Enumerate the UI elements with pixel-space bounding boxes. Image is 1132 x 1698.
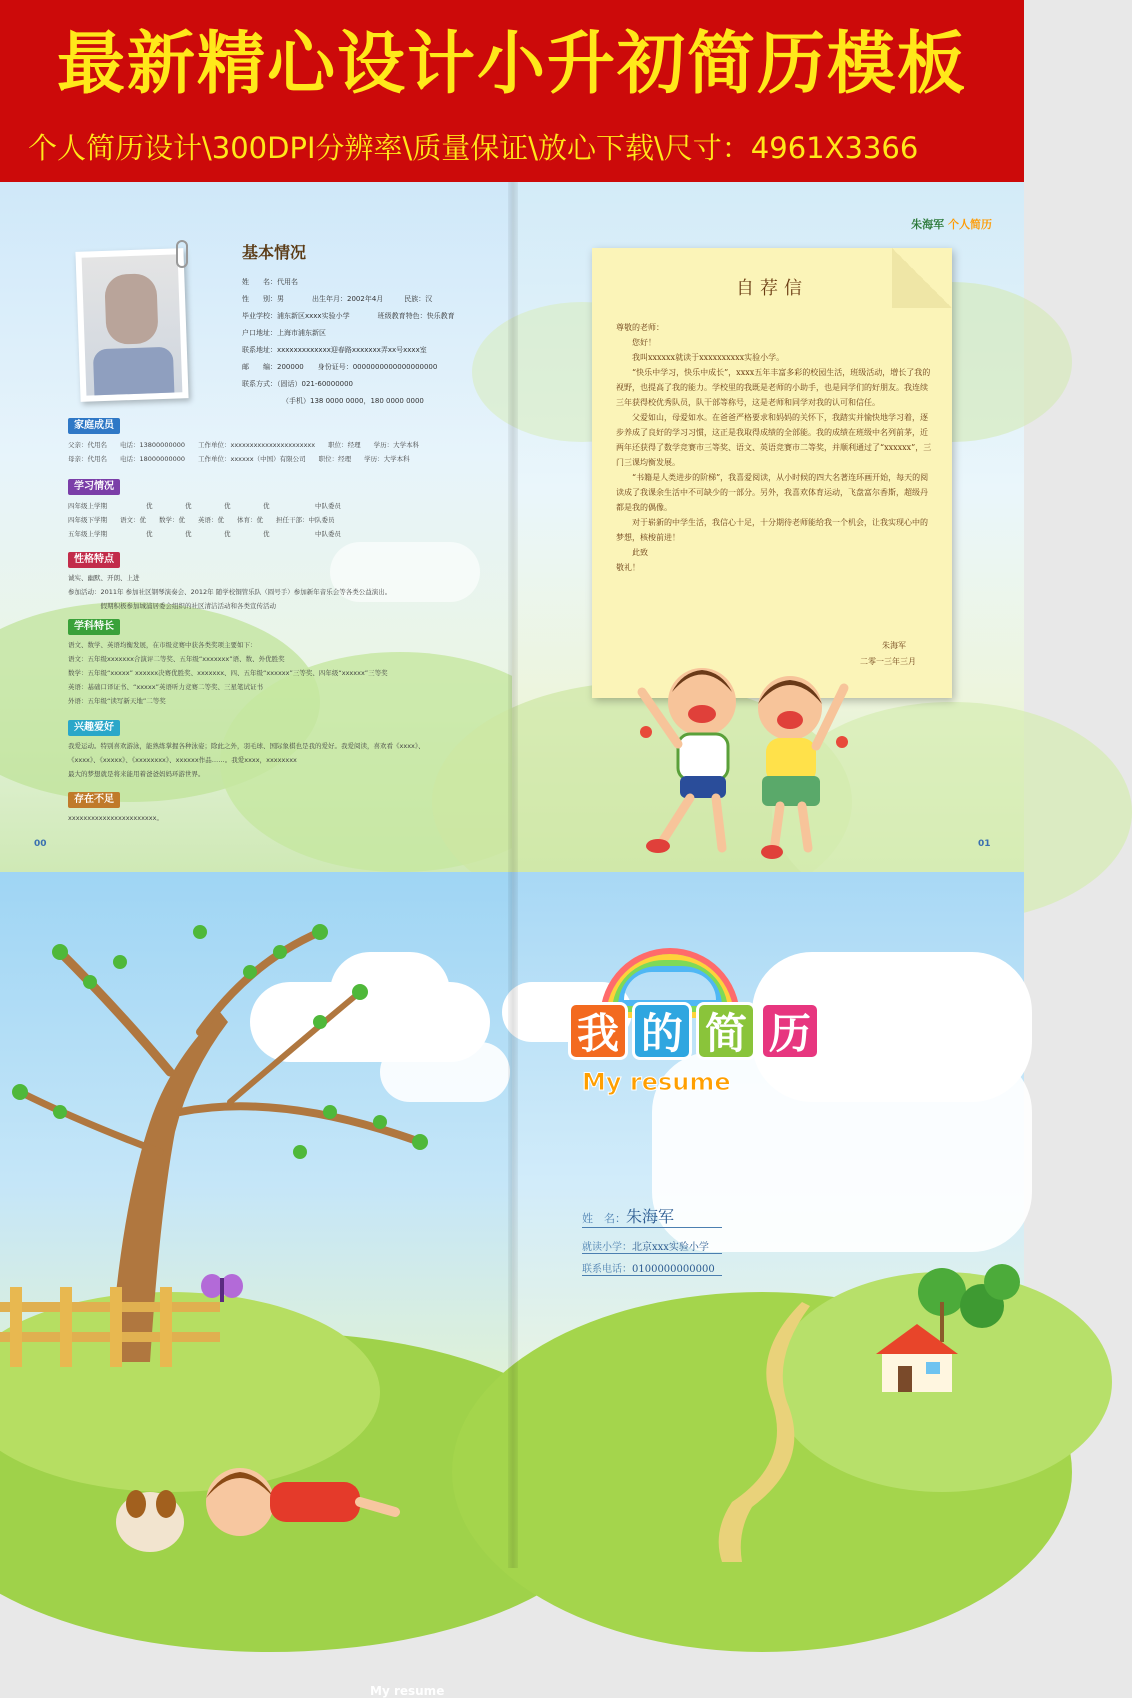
study-line: 五年级上学期 优 优 优 优 中队委员 [68, 530, 341, 538]
school-value: 北京xxx实验小学 [632, 1242, 709, 1253]
letter-paragraph: 我叫xxxxxx就读于xxxxxxxxxx实验小学。 [616, 353, 785, 362]
house-trees-illustration [852, 1262, 1022, 1412]
basic-row: 毕业学校：浦东新区xxxx实验小学 班级教育特色：快乐教育 [242, 312, 455, 320]
letter-date: 二零一三年三月 [860, 657, 916, 666]
phone-value: 0100000000000 [632, 1264, 715, 1275]
phone-label: 联系电话： [582, 1264, 632, 1275]
brand-logo [911, 216, 992, 232]
shortcoming-badge: 存在不足 [68, 792, 120, 808]
name-value: 朱海军 [626, 1207, 675, 1226]
basic-row: 户口地址：上海市浦东新区 [242, 329, 326, 337]
banner-subtitle: 个人简历设计\300DPI分辨率\质量保证\放心下载\尺寸：4961X3366 [28, 131, 919, 165]
cover-title [568, 1002, 820, 1060]
family-badge: 家庭成员 [68, 418, 120, 434]
letter-paragraph: 此致 [616, 548, 648, 557]
basic-row: 邮 编：200000 身份证号：0000000000000000000 [242, 363, 438, 371]
subjects-line: 语文：五年级xxxxxxx合演评二等奖、五年级“xxxxxxx”语、数、外优胜奖 [68, 655, 285, 663]
shortcoming-line: xxxxxxxxxxxxxxxxxxxxxxx。 [68, 814, 163, 822]
study-line: 四年级下学期 语文：优 数学：优 英语：优 体育：优 担任干部：中队委员 [68, 516, 335, 524]
subjects-line: 数学：五年级“xxxxx” xxxxxx决赛优胜奖、xxxxxxx、四、五年级“xxxxxx”三等奖、四年级“xxxxxx”三等奖 [68, 669, 388, 677]
hobby-badge: 兴趣爱好 [68, 720, 120, 736]
character-line: 诚实、幽默、开朗、上进 [68, 574, 140, 582]
title-tile: 的 [632, 1002, 692, 1060]
phone-field [582, 1260, 722, 1276]
school-label: 就读小学： [582, 1242, 632, 1253]
family-line: 父亲：代用名 电话：13800000000 工作单位：xxxxxxxxxxxxxxxxxxxxxx 职位：经理 学历：大学本科 [68, 441, 420, 449]
letter-paragraph: 对于崭新的中学生活，我信心十足，十分期待老师能给我一个机会，让我实现心中的梦想，核梭前进！ [616, 518, 928, 542]
letter-title: 自荐信 [736, 278, 808, 299]
basic-row: 联系方式：（固话）021-60000000 [242, 380, 354, 388]
resume-details-page [0, 182, 512, 872]
hobby-line: 最大的梦想就是将来能用着爸爸妈妈环游世界。 [68, 770, 205, 778]
basic-info-title: 基本情况 [242, 243, 307, 262]
title-tile: 历 [760, 1002, 820, 1060]
basic-row: 姓 名：代用名 [242, 278, 298, 286]
title-tile: 我 [568, 1002, 628, 1060]
my-resume-tag: My resume [370, 1684, 445, 1698]
sleeping-child-illustration [110, 1452, 410, 1562]
letter-paragraph: “快乐中学习，快乐中成长”，xxxx五年丰富多彩的校园生活，班级活动，增长了我的视野，也提高了我的能力。学校里的我既是老师的小助手，也是同学们的好朋友。我连续三年获得校优秀队员，队干部等称号，这是老师和同学对我的认可和信任。 [616, 368, 931, 407]
subjects-badge: 学科特长 [68, 619, 120, 635]
kids-illustration [632, 652, 862, 872]
study-badge: 学习情况 [68, 479, 120, 495]
page-fold [508, 182, 518, 1568]
promo-banner [0, 0, 1024, 182]
wooden-fence [0, 1282, 220, 1372]
basic-row: （手机）138 0000 0000，180 0000 0000 [282, 397, 424, 405]
hobby-line: 我爱运动。特别喜欢游泳，能熟练掌握各种泳姿；除此之外，羽毛球、国际象棋也是我的爱好。我爱阅读，喜欢看《xxxx》、 [68, 742, 425, 750]
character-line: 假期积极参加城浦居委会组织的社区清洁活动和各类宣传活动 [68, 602, 276, 610]
subjects-line: 英语：基础口译证书、“xxxxx”英语听力竞赛二等奖、三星笔试证书 [68, 683, 263, 691]
school-field [582, 1238, 722, 1254]
character-line: 参加活动：2011年 参加社区钢琴演奏会、2012年 随学校铜管乐队（圆号手）参加新年音乐会等各类公益演出。 [68, 588, 392, 596]
name-field [582, 1204, 722, 1228]
study-line: 四年级上学期 优 优 优 优 中队委员 [68, 502, 341, 510]
brand-name: 朱海军 [911, 218, 945, 231]
letter-signature: 朱海军 [882, 641, 906, 650]
name-label: 姓 名： [582, 1212, 626, 1225]
basic-row: 联系地址：xxxxxxxxxxxxx迎春路xxxxxxx弄xx号xxxx室 [242, 346, 427, 354]
page-number-left: 00 [34, 839, 47, 849]
basic-row: 性 别：男 出生年月：2002年4月 民族：汉 [242, 295, 433, 303]
letter-body [616, 320, 932, 575]
paperclip-icon [176, 240, 188, 268]
hobby-line: 《xxxx》、《xxxxx》、《xxxxxxxx》、xxxxxx作品……。我爱xxxx，xxxxxxxx [68, 756, 297, 764]
brand-tag: 个人简历 [948, 218, 992, 231]
subjects-line: 外语：五年级“读写新天地”二等奖 [68, 697, 166, 705]
letter-paragraph: 您好！ [616, 338, 656, 347]
letter-paragraph: 尊敬的老师： [616, 323, 664, 332]
letter-page [512, 182, 1024, 872]
page-number-right: 01 [978, 839, 991, 849]
profile-photo [75, 248, 188, 402]
subjects-line: 语文、数学、英语均衡发展，在市级竞赛中获各类奖项主要如下： [68, 641, 257, 649]
back-cover-page [0, 872, 512, 1698]
character-badge: 性格特点 [68, 552, 120, 568]
cover-subtitle: My resume [582, 1068, 731, 1096]
title-tile: 简 [696, 1002, 756, 1060]
letter-paragraph: 父爱如山，母爱如水。在爸爸严格要求和妈妈的关怀下，我踏实并愉快地学习着，逐步养成了良好的学习习惯，这正是我取得成绩的全部能。我的成绩在班级中名列前茅，近两年还获得了数学竞赛市三等奖、语文、英语竞赛市二等奖，并顺利通过了“xxxxxx”，三门三课均衡发展。 [616, 413, 932, 467]
banner-title: 最新精心设计小升初简历模板 [56, 25, 967, 104]
path-illustration [692, 1302, 812, 1562]
family-line: 母亲：代用名 电话：18000000000 工作单位：xxxxxx（中国）有限公司 职位：经理 学历：大学本科 [68, 455, 410, 463]
letter-paragraph: 敬礼！ [616, 563, 640, 572]
letter-paragraph: “书籍是人类进步的阶梯”，我喜爱阅读，从小时候的四大名著连环画开始，每天的阅读成了我课余生活中不可缺少的一部分。另外，我喜欢体育运动，飞盘富尔香斯，超级丹都是我的偶像。 [616, 473, 929, 512]
recommendation-letter [592, 248, 952, 698]
butterfly-icon [200, 1272, 244, 1308]
front-cover-page [512, 872, 1024, 1568]
